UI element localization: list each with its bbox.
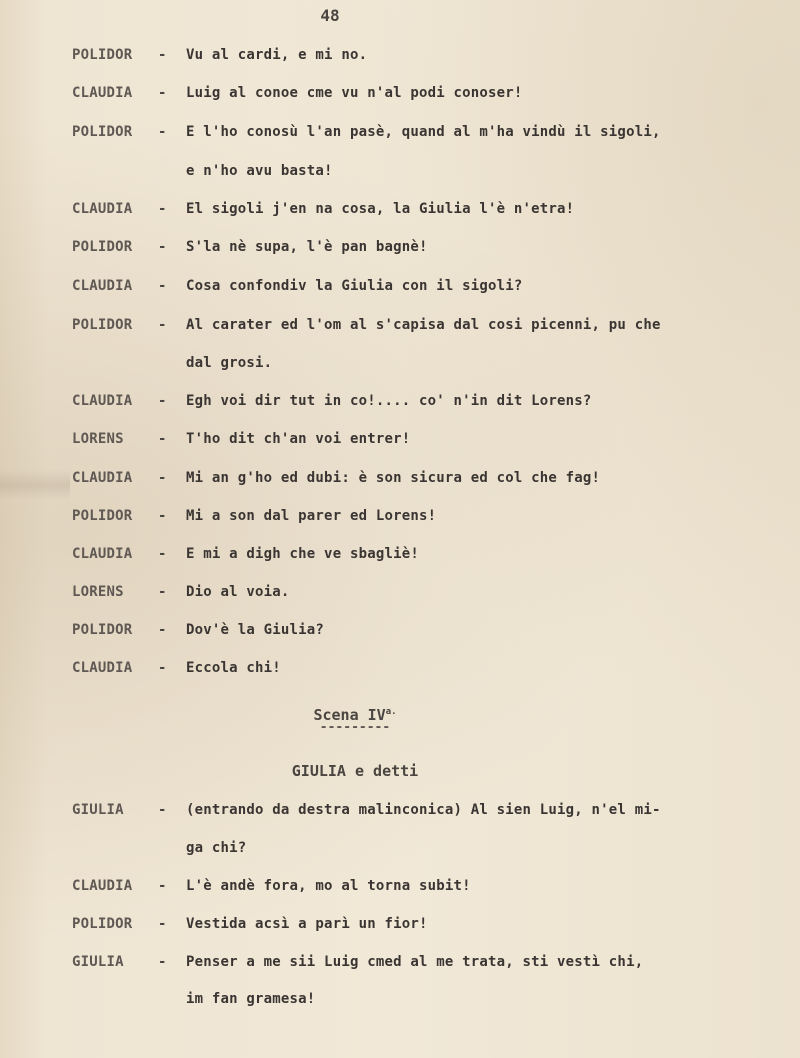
page-number: 48 [320, 6, 340, 25]
dialogue-dash: - [158, 546, 167, 562]
speaker-name: GIULIA [72, 802, 124, 818]
dialogue-text: L'è andè fora, mo al torna subit! [186, 878, 471, 894]
speaker-name: GIULIA [72, 954, 124, 970]
dialogue-text: Vu al cardi, e mi no. [186, 47, 368, 63]
dialogue-text: im fan gramesa! [186, 991, 316, 1007]
speaker-name: POLIDOR [72, 916, 133, 932]
dialogue-dash: - [158, 124, 167, 140]
scene-title: Scena IV [313, 706, 386, 724]
dialogue-dash: - [158, 278, 167, 294]
dialogue-text: Luig al conoe cme vu n'al podi conoser! [186, 85, 523, 101]
dialogue-text: dal grosi. [186, 355, 273, 371]
speaker-name: POLIDOR [72, 239, 133, 255]
dialogue-text: E l'ho conosù l'an pasè, quand al m'ha vindù il sigoli, [186, 124, 661, 140]
dialogue-text: ga chi? [186, 840, 247, 856]
dialogue-dash: - [158, 878, 167, 894]
speaker-name: CLAUDIA [72, 85, 133, 101]
dialogue-text: Mi a son dal parer ed Lorens! [186, 508, 437, 524]
dialogue-text: Egh voi dir tut in co!.... co' n'in dit Lorens? [186, 393, 592, 409]
dialogue-dash: - [158, 201, 167, 217]
dialogue-dash: - [158, 239, 167, 255]
speaker-name: POLIDOR [72, 47, 133, 63]
dialogue-dash: - [158, 584, 167, 600]
dialogue-text: E mi a digh che ve sbagliè! [186, 546, 419, 562]
dialogue-dash: - [158, 508, 167, 524]
dialogue-text: Mi an g'ho ed dubi: è son sicura ed col che fag! [186, 470, 601, 486]
speaker-name: LORENS [72, 431, 124, 447]
dialogue-dash: - [158, 317, 167, 333]
dialogue-text: (entrando da destra malinconica) Al sien Luig, n'el mi- [186, 802, 661, 818]
speaker-name: POLIDOR [72, 317, 133, 333]
dialogue-text: Eccola chi! [186, 660, 281, 676]
dialogue-text: Dio al voia. [186, 584, 290, 600]
scene-title-superscript: a. [385, 707, 397, 717]
speaker-name: CLAUDIA [72, 878, 133, 894]
dialogue-text: Penser a me sii Luig cmed al me trata, sti vestì chi, [186, 954, 644, 970]
dialogue-text: S'la nè supa, l'è pan bagnè! [186, 239, 428, 255]
dialogue-dash: - [158, 954, 167, 970]
speaker-name: POLIDOR [72, 622, 133, 638]
speaker-name: CLAUDIA [72, 393, 133, 409]
dialogue-dash: - [158, 85, 167, 101]
speaker-name: CLAUDIA [72, 201, 133, 217]
speaker-name: LORENS [72, 584, 124, 600]
speaker-name: CLAUDIA [72, 546, 133, 562]
dialogue-text: El sigoli j'en na cosa, la Giulia l'è n'etra! [186, 201, 575, 217]
speaker-name: POLIDOR [72, 124, 133, 140]
scene-title-underline: --------- [319, 720, 391, 735]
dialogue-dash: - [158, 470, 167, 486]
speaker-name: CLAUDIA [72, 470, 133, 486]
dialogue-text: Cosa confondiv la Giulia con il sigoli? [186, 278, 523, 294]
dialogue-text: T'ho dit ch'an voi entrer! [186, 431, 411, 447]
speaker-name: CLAUDIA [72, 660, 133, 676]
dialogue-dash: - [158, 660, 167, 676]
dialogue-dash: - [158, 431, 167, 447]
speaker-name: CLAUDIA [72, 278, 133, 294]
dialogue-dash: - [158, 47, 167, 63]
dialogue-dash: - [158, 393, 167, 409]
paper-fold-shadow [0, 470, 70, 500]
dialogue-dash: - [158, 916, 167, 932]
speaker-name: POLIDOR [72, 508, 133, 524]
dialogue-text: Vestida acsì a parì un fior! [186, 916, 428, 932]
dialogue-dash: - [158, 622, 167, 638]
dialogue-text: Dov'è la Giulia? [186, 622, 325, 638]
dialogue-text: e n'ho avu basta! [186, 163, 333, 179]
dialogue-dash: - [158, 802, 167, 818]
dialogue-text: Al carater ed l'om al s'capisa dal cosi picenni, pu che [186, 317, 661, 333]
scene-characters: GIULIA e detti [291, 762, 419, 780]
scene-heading [0, 706, 710, 735]
